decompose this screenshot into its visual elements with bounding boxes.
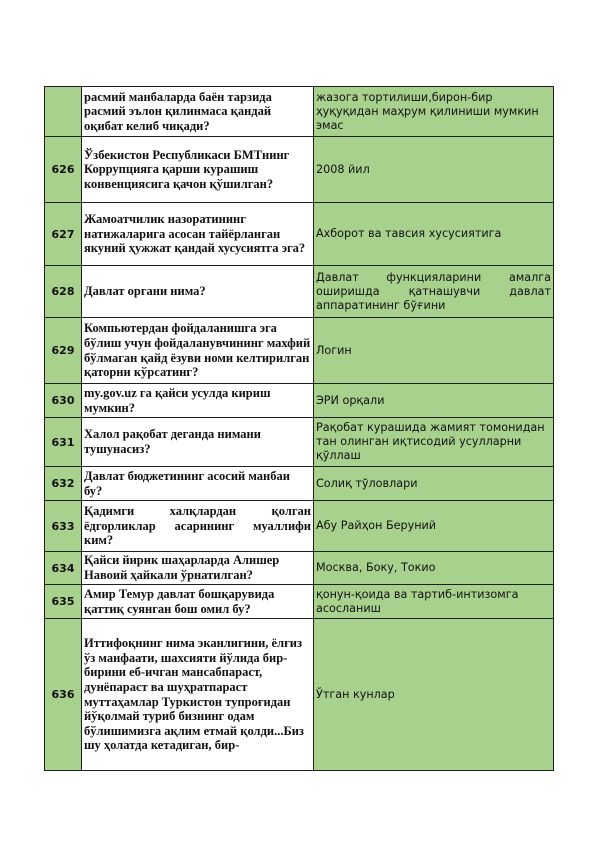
answer-cell: Логин [314, 318, 554, 384]
table-row [45, 418, 554, 467]
row-number: 633 [45, 501, 82, 552]
answer-cell: Давлат функцияларини амалга оширишда қатнашувчи давлат аппаратининг бўғини [314, 266, 554, 318]
question-cell: Давлат бюджетининг асосий манбаи бу? [82, 467, 314, 501]
table-row [45, 318, 554, 384]
row-number: 628 [45, 266, 82, 318]
row-number: 627 [45, 203, 82, 266]
answer-cell: Абу Райҳон Беруний [314, 501, 554, 552]
answer-cell: қонун-қоида ва тартиб-интизомга асосланиш [314, 585, 554, 619]
table-row [45, 384, 554, 418]
table-row [45, 501, 554, 552]
row-number: 635 [45, 585, 82, 619]
table-row [45, 266, 554, 318]
table-row [45, 552, 554, 585]
qa-table [44, 86, 554, 771]
answer-cell: жазога тортилиши,бирон-бир ҳуқуқидан маҳрум қилиниши мумкин эмас [314, 87, 554, 137]
table-row [45, 87, 554, 137]
answer-cell: Ўтган кунлар [314, 619, 554, 771]
question-cell: Иттифоқнинг нима эканлигини, ёлғиз ўз манфаати, шахсияти йўлида бир-бирини еб-ичган мансабпараст, дунёпараст ва шуҳратпараст муттаҳамлар Туркистон тупроғидан йўқолмай туриб бизнинг одам бўлишимизга ақлим етмай қолди...Биз шу ҳолатда кетадиган, бир- [82, 619, 314, 771]
row-number: 626 [45, 137, 82, 203]
table-row [45, 467, 554, 501]
question-cell: Қадимги халқлардан қолган ёдгорликлар асарининг муаллифи ким? [82, 501, 314, 552]
question-cell: Ўзбекистон Республикаси БМТнинг Коррупцияга қарши курашиш конвенциясига қачон қўшилган? [82, 137, 314, 203]
answer-cell: ЭРИ орқали [314, 384, 554, 418]
answer-cell: Москва, Боку, Токио [314, 552, 554, 585]
row-number: 630 [45, 384, 82, 418]
question-cell: my.gov.uz га қайси усулда кириш мумкин? [82, 384, 314, 418]
row-number: 632 [45, 467, 82, 501]
question-cell: Қайси йирик шаҳарларда Алишер Навоий ҳайкали ўрнатилган? [82, 552, 314, 585]
table-row [45, 137, 554, 203]
answer-cell: Ахборот ва тавсия хусусиятига [314, 203, 554, 266]
question-cell: Компьютердан фойдаланишга эга бўлиш учун фойдаланувчининг махфий бўлмаган қайд ёзуви номи келтирилган қаторни кўрсатинг? [82, 318, 314, 384]
table-row [45, 619, 554, 771]
row-number: 636 [45, 619, 82, 771]
question-cell: Амир Темур давлат бошқарувида қаттиқ суянган бош омил бу? [82, 585, 314, 619]
answer-cell: Рақобат курашида жамият томонидан тан олинган иқтисодий усулларни қўллаш [314, 418, 554, 467]
row-number: 631 [45, 418, 82, 467]
row-number: 629 [45, 318, 82, 384]
row-number [45, 87, 82, 137]
table-row [45, 585, 554, 619]
answer-cell: Солиқ тўловлари [314, 467, 554, 501]
question-cell: расмий манбаларда баён тарзида расмий эълон қилинмаса қандай оқибат келиб чиқади? [82, 87, 314, 137]
question-cell: Жамоатчилик назоратининг натижаларига асосан тайёрланган якуний ҳужжат қандай хусусиятга эга? [82, 203, 314, 266]
question-cell: Халол рақобат деганда нимани тушунасиз? [82, 418, 314, 467]
table-row [45, 203, 554, 266]
answer-cell: 2008 йил [314, 137, 554, 203]
question-cell: Давлат органи нима? [82, 266, 314, 318]
row-number: 634 [45, 552, 82, 585]
